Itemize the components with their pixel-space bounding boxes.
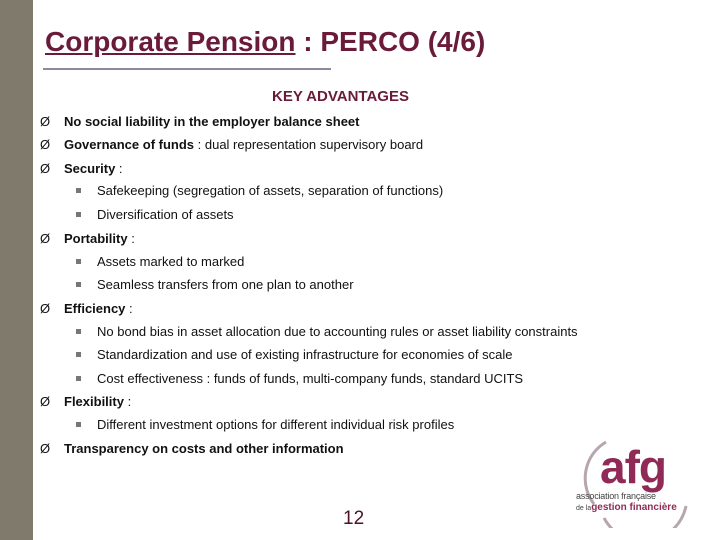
sub-bullet-item: Seamless transfers from one plan to another <box>97 277 354 292</box>
bullet-item <box>64 161 123 176</box>
logo-tagline-2 <box>576 502 677 513</box>
bullet-item <box>64 114 359 129</box>
arrow-bullet-icon: Ø <box>40 441 51 456</box>
sub-bullet-item: Different investment options for different individual risk profiles <box>97 417 455 432</box>
bullet-item-bold: No social liability in the employer balance sheet <box>64 114 360 129</box>
arrow-bullet-icon: Ø <box>40 394 51 409</box>
square-bullet-icon <box>76 188 81 193</box>
bullet-item-text: : <box>115 161 123 176</box>
bullet-item-bold: Flexibility <box>64 394 124 409</box>
sub-bullet-item: Standardization and use of existing infrastructure for economies of scale <box>97 347 513 362</box>
bullet-item <box>64 394 131 409</box>
square-bullet-icon <box>76 212 81 217</box>
logo-tagline-prefix: de la <box>576 505 592 512</box>
square-bullet-icon <box>76 352 81 357</box>
slide-title-rest: : PERCO (4/6) <box>295 26 486 57</box>
afg-logo <box>574 434 690 528</box>
square-bullet-icon <box>76 329 81 334</box>
arrow-bullet-icon: Ø <box>40 161 51 176</box>
slide-subtitle: KEY ADVANTAGES <box>272 88 409 105</box>
title-underline-rule <box>43 68 331 70</box>
bullet-item-bold: Transparency on costs and other information <box>64 441 344 456</box>
arrow-bullet-icon: Ø <box>40 231 51 246</box>
bullet-item <box>64 441 344 456</box>
bullet-item <box>64 231 135 246</box>
bullet-item-text: : <box>125 301 133 316</box>
sub-bullet-item: Cost effectiveness : funds of funds, multi-company funds, standard UCITS <box>97 371 524 386</box>
arrow-bullet-icon: Ø <box>40 114 51 129</box>
bullet-item-bold: Governance of funds <box>64 137 195 152</box>
bullet-item-text: : <box>123 394 132 409</box>
bullet-item-bold: Security <box>64 161 116 176</box>
bullet-item <box>64 301 133 316</box>
square-bullet-icon <box>76 282 81 287</box>
slide-title-main: Corporate Pension <box>45 26 296 57</box>
square-bullet-icon <box>76 259 81 264</box>
sub-bullet-item: Diversification of assets <box>97 207 234 222</box>
square-bullet-icon <box>76 376 81 381</box>
logo-letters: afg <box>600 441 666 493</box>
arrow-bullet-icon: Ø <box>40 137 51 152</box>
bullet-item-bold: Efficiency <box>64 301 126 316</box>
bullet-item-bold: Portability <box>64 231 128 246</box>
bullet-item <box>64 137 423 152</box>
logo-tagline-1: association française <box>576 491 656 501</box>
sub-bullet-item: Safekeeping (segregation of assets, separation of functions) <box>97 183 444 198</box>
logo-tagline-main: gestion financière <box>591 502 677 513</box>
sub-bullet-item: No bond bias in asset allocation due to accounting rules or asset liability constraints <box>97 324 578 339</box>
arrow-bullet-icon: Ø <box>40 301 51 316</box>
left-side-bar <box>0 0 33 540</box>
sub-bullet-item: Assets marked to marked <box>97 254 245 269</box>
slide-title <box>45 26 485 58</box>
page-number: 12 <box>343 508 365 529</box>
bullet-item-text: : <box>127 231 135 246</box>
square-bullet-icon <box>76 422 81 427</box>
bullet-item-text: : dual representation supervisory board <box>194 137 424 152</box>
